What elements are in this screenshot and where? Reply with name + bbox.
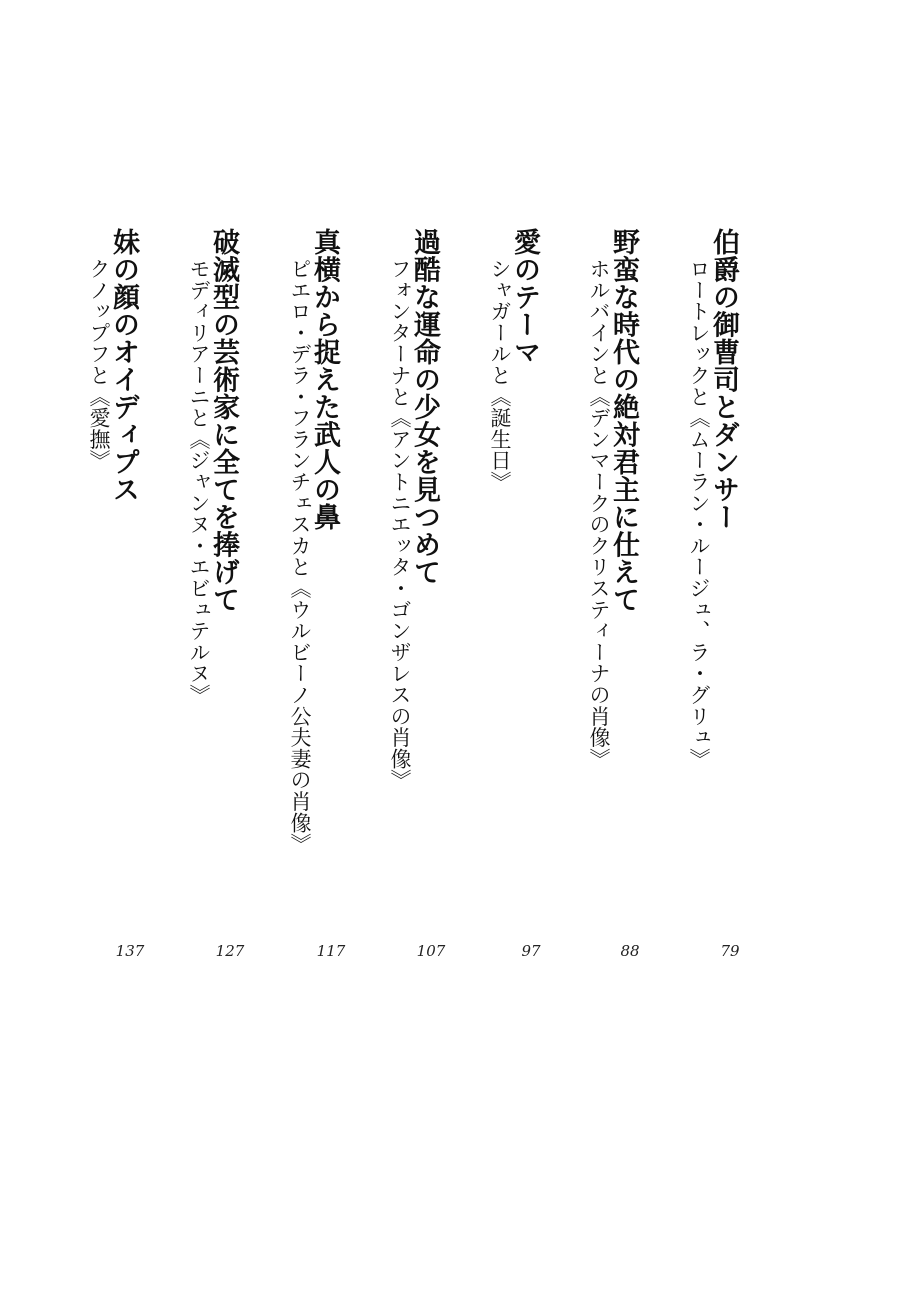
toc-entry: [381, 0, 481, 1297]
toc-entry: [180, 0, 280, 1297]
entry-title: 過酷な運命の少女を見つめて: [409, 228, 440, 586]
toc-entry: [80, 0, 180, 1297]
toc-entry: [481, 0, 581, 1297]
toc-entry: [680, 0, 780, 1297]
entry-subtitle: ピエロ・デラ・フランチェスカと《ウルビーノ公夫妻の肖像》: [288, 258, 312, 855]
entry-page-number: 127: [215, 942, 245, 960]
entry-page-number: 97: [521, 942, 541, 960]
entry-subtitle: ホルバインと《デンマークのクリスティーナの肖像》: [587, 258, 611, 770]
entry-page-number: 137: [115, 942, 145, 960]
entry-title: 真横から捉えた武人の鼻: [309, 228, 340, 531]
entry-page-number: 107: [416, 942, 446, 960]
entry-title: 野蛮な時代の絶対君主に仕えて: [608, 228, 639, 613]
entry-title: 愛のテーマ: [509, 228, 540, 366]
entry-subtitle: ロートレックと《ムーラン・ルージュ、ラ・グリュ》: [687, 258, 711, 770]
toc-entry: [580, 0, 680, 1297]
entry-page-number: 117: [316, 942, 346, 960]
entry-subtitle: シャガールと《誕生日》: [488, 258, 512, 493]
entry-subtitle: フォンターナと《アントニエッタ・ゴンザレスの肖像》: [388, 258, 412, 791]
entry-title: 破滅型の芸術家に全てを捧げて: [208, 228, 239, 613]
entry-page-number: 88: [620, 942, 640, 960]
entry-title: 妹の顔のオイディプス: [108, 228, 139, 503]
toc-entry: [281, 0, 381, 1297]
entry-subtitle: モディリアーニと《ジャンヌ・エビュテルヌ》: [187, 258, 211, 706]
entry-title: 伯爵の御曹司とダンサー: [708, 228, 739, 531]
entry-page-number: 79: [720, 942, 740, 960]
entry-subtitle: クノップフと《愛撫》: [87, 258, 111, 471]
